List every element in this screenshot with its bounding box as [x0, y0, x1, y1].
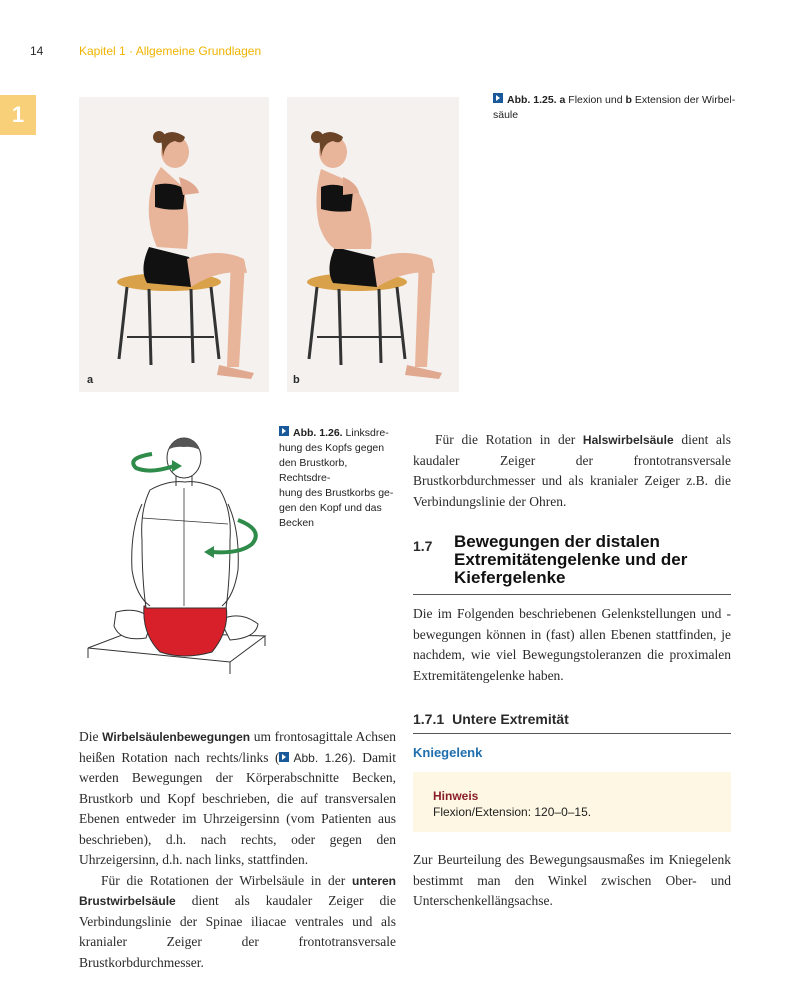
- figure-ref-icon: [279, 752, 289, 762]
- section-intro: Die im Folgenden beschriebenen Gelenkstellungen und -bewegungen können in (fast) allen Ebenen stattfinden, je nachdem, wie viel Bewegungstoleranzen die proximalen Extremitätengelenke haben.: [413, 606, 731, 683]
- figure-ref-icon: [279, 426, 289, 436]
- subsection-title: 1.7.1 Untere Extremität: [413, 711, 569, 727]
- panel-label-a: a: [87, 374, 94, 386]
- left-column-text: Die Wirbelsäulenbewegungen um frontosagittale Achsen heißen Rotation nach rechts/links ( Abb. 1.26). Damit werden Bewegungen der Körperabschnitte Becken, Brustkorb und Kopf beschrieben, die auf transversalen Ebenen entweder im Uhrzeigersinn (vom Patienten aus beschrieben), d.h. nach rechts, oder gegen den Uhrzeigersinn, d.h. nach links, stattfinden. Für die Rotationen der Wirbelsäule in der unteren Brustwirbelsäule dient als kaudaler Zeiger die Verbindungslinie der Spinae iliacae ventrales und als kranialer Zeiger der frontotransversale Brustkorbdurchmesser.: [79, 729, 397, 970]
- section-number: 1.7: [413, 538, 433, 554]
- rotation-back-view-illustration: [80, 420, 270, 690]
- hint-text: Flexion/Extension: 120–0–15.: [433, 805, 592, 819]
- chapter-title: Kapitel 1 · Allgemeine Grundlagen: [79, 44, 262, 58]
- section-rule: [413, 594, 731, 595]
- section-title: Bewegungen der distalen Extremitätengelenke und der Kiefergelenke: [454, 532, 688, 587]
- figure-1-25-photo-a: [79, 97, 269, 392]
- figure-ref-link[interactable]: Abb. 1.26: [293, 750, 348, 765]
- kniegelenk-heading: Kniegelenk: [413, 745, 483, 760]
- halswirbelsaeule-paragraph: Für die Rotation in der Halswirbelsäule dient als kaudaler Zeiger der frontotransversale Brustkorbdurchmesser und als kranialer Zeiger z.B. die Verbindungslinie der Ohren.: [413, 432, 732, 509]
- seated-woman-extension-illustration: [287, 97, 459, 392]
- page-number: 14: [30, 44, 44, 58]
- chapter-tab: 1: [0, 95, 36, 135]
- panel-label-b: b: [293, 374, 300, 386]
- hint-title: Hinweis: [433, 789, 479, 803]
- subsection-rule: [413, 733, 731, 734]
- figure-1-25-caption: Abb. 1.25. a Flexion und b Extension der Wirbel- säule: [493, 94, 736, 121]
- figure-1-26-drawing: [80, 420, 270, 690]
- figure-1-26-caption: Abb. 1.26. Linksdre- hung des Kopfs gegen den Brustkorb, Rechtsdre- hung des Brustkorbs ge- gen den Kopf und das Becken: [279, 427, 394, 529]
- figure-1-25-photo-b: [287, 97, 459, 392]
- figure-ref-icon: [493, 93, 503, 103]
- seated-woman-flexion-illustration: [79, 97, 269, 392]
- hint-box: [413, 772, 731, 832]
- kniegelenk-paragraph: Zur Beurteilung des Bewegungsausmaßes im Kniegelenk bestimmt man den Winkel zwischen Ober- und Unterschenkellängsachse.: [413, 852, 731, 908]
